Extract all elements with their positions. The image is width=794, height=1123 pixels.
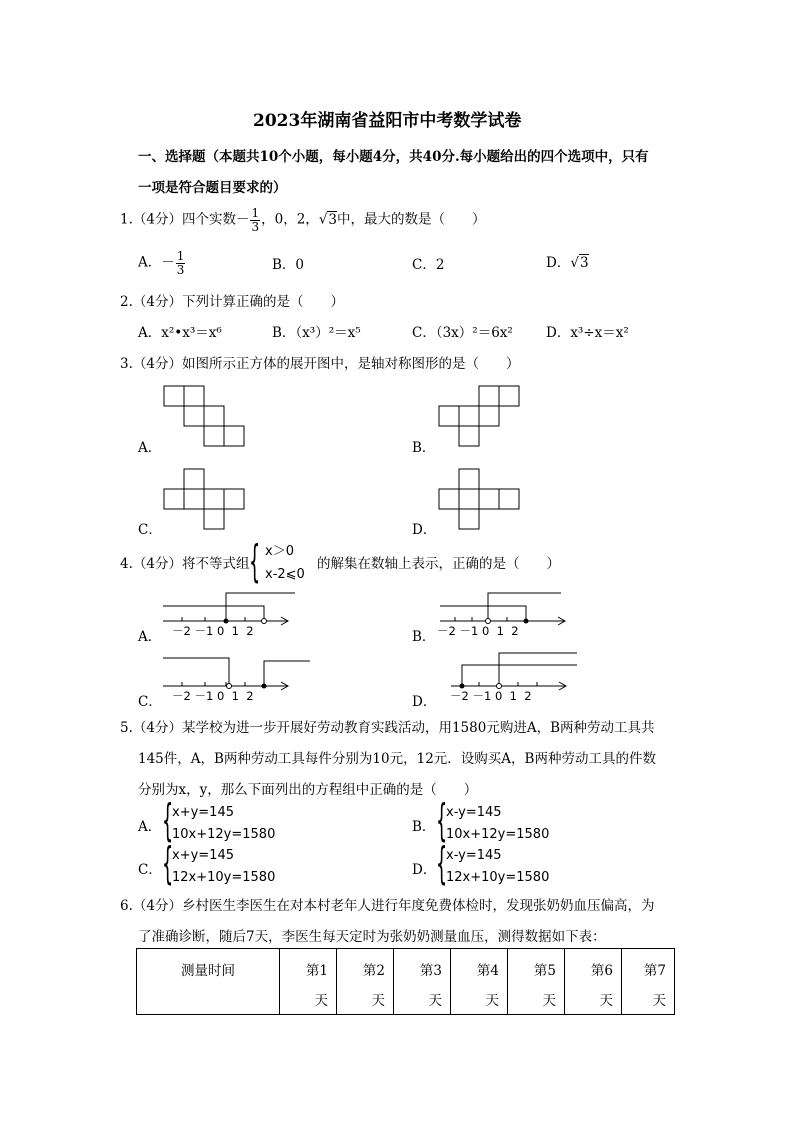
q2-option-a[interactable]: A．x²•x³＝x⁶ [138,325,222,341]
q1-option-d-label: D． [546,255,571,271]
table-header-day-1-suffix: 天 [314,993,328,1009]
q5-option-d[interactable] [412,838,612,889]
q3-option-b-label[interactable]: B． [412,440,436,456]
tick-label: －2 [437,624,456,638]
q1-option-d[interactable]: D．√3 [546,255,589,271]
q5-d-eq1: x-y=145 [446,848,502,863]
tick-label: －1 [472,689,492,703]
tick-label: 1 [231,624,239,638]
q2-option-c[interactable]: C．（3x）²＝6x² [412,325,513,341]
question-3-stem: 3.（4分）如图所示正方体的展开图中，是轴对称图形的是（ ） [120,356,520,372]
q5-a-eq1: x+y=145 [172,805,234,820]
tick-label: 0 [494,689,503,703]
tick-label: 2 [524,689,532,703]
q3-net-c [163,468,245,530]
q1-option-c[interactable]: C．2 [412,257,445,273]
question-1-stem: 1.（4分）四个实数－ $\frac{1}{3}$ ，0，2，√3中，最大的数是（ ） [120,206,486,234]
q3-net-a [163,385,245,447]
table-header-day-6-suffix: 天 [599,993,613,1009]
question-2-stem: 2.（4分）下列计算正确的是（ ） [120,294,344,310]
tick-label: －2 [172,689,191,703]
tick-label: －1 [194,689,214,703]
tick-label: 0 [216,689,225,703]
q1-option-a[interactable] [138,250,186,276]
tick-label: 2 [246,689,254,703]
table-header-day-5-suffix: 天 [542,993,556,1009]
q5-option-b-label: B． [412,819,436,835]
q1-option-a-neg: － [161,254,175,271]
table-header-day-7-suffix: 天 [652,993,666,1009]
q4-c-ticks [172,688,254,704]
tick-label: 0 [216,624,225,638]
q1-option-a-den: 3 [176,262,185,277]
q1-mid: ，0，2， [261,211,319,228]
q5-b-eq1: x-y=145 [446,805,502,820]
brace-icon: { [436,838,448,889]
q4-brace: { [249,536,261,587]
q1-option-a-label: A． [138,254,162,271]
q5-a-eq2: 10x+12y=1580 [172,827,276,842]
tick-label: －1 [194,624,214,638]
q4-d-ticks [450,688,532,704]
table-header-measure-time: 测量时间 [181,963,235,979]
q3-option-a-label[interactable]: A． [138,440,162,456]
q1-prefix: 1.（4分）四个实数 [120,211,236,228]
tick-label: 1 [231,689,239,703]
q1-option-a-num: 1 [176,249,185,263]
q3-option-c-label[interactable]: C． [138,522,162,538]
table-header-day-3: 第3 [419,963,442,979]
question-5-line2: 145件，A，B两种劳动工具每件分别为10元，12元．设购买A，B两种劳动工具的件数 [138,751,656,767]
q3-option-d-label[interactable]: D． [412,522,437,538]
q4-option-a-label[interactable]: A． [138,629,162,645]
q4-b-ticks [437,623,519,639]
table-header-day-5: 第5 [533,963,556,979]
table-header-day-7: 第7 [643,963,666,979]
table-header-day-1: 第1 [305,963,328,979]
q3-net-b [438,385,520,447]
tick-label: －1 [459,624,479,638]
question-6-line2: 了准确诊断，随后7天，李医生每天定时为张奶奶测量血压，测得数据如下表： [138,929,606,945]
q4-stem-suffix: 的解集在数轴上表示，正确的是（ ） [317,556,560,572]
question-4-stem [120,552,249,572]
q5-d-eq2: 12x+10y=1580 [446,870,550,885]
q5-option-a-label: A． [138,819,162,835]
q4-option-b-label[interactable]: B． [412,629,436,645]
blood-pressure-table [136,948,675,1015]
page-title: 2023年湖南省益阳市中考数学试卷 [253,111,522,131]
q2-option-b[interactable]: B．（x³）²＝x⁵ [272,325,361,341]
q4-option-c-label[interactable]: C． [138,694,162,710]
table-header-day-3-suffix: 天 [428,993,442,1009]
q1-neg: － [235,211,250,228]
table-header-day-2: 第2 [362,963,385,979]
tick-label: 1 [496,624,504,638]
section-heading-line1: 一、选择题（本题共10个小题，每小题4分，共40分.每小题给出的四个选项中，只有 [138,149,649,165]
question-6-line1: 6.（4分）乡村医生李医生在对本村老年人进行年度免费体检时，发现张奶奶血压偏高，为 [120,898,655,914]
table-header-day-6: 第6 [590,963,613,979]
table-header-day-2-suffix: 天 [371,993,385,1009]
table-header-day-4-suffix: 天 [485,993,499,1009]
q5-b-eq2: 10x+12y=1580 [446,827,550,842]
q1-option-a-fraction [176,250,186,276]
q3-net-d [438,468,520,530]
q5-c-eq2: 12x+10y=1580 [172,870,276,885]
q4-stem-prefix: 4.（4分）将不等式组 [120,556,250,572]
brace-icon: { [436,795,448,846]
tick-label: －2 [450,689,469,703]
tick-label: 2 [511,624,519,638]
table-header-day-4: 第4 [476,963,499,979]
q1-root: 3 [328,211,338,228]
q5-option-c-label: C． [138,862,162,878]
q1-frac-num: 1 [251,206,260,220]
tick-label: 1 [509,689,517,703]
brace-icon: { [162,838,174,889]
q5-c-eq1: x+y=145 [172,848,234,863]
q4-option-d-label[interactable]: D． [412,694,437,710]
tick-label: 2 [246,624,254,638]
q1-option-b[interactable]: B．0 [272,257,305,273]
q1-option-d-root: 3 [579,255,589,271]
tick-label: －2 [172,624,191,638]
brace-icon: { [162,795,174,846]
q4-a-ticks [172,623,254,639]
question-5-line3: 分别为x，y，那么下面列出的方程组中正确的是（ ） [138,782,478,798]
q4-inequality-1: x＞0 [265,544,294,559]
q1-frac-den: 3 [251,219,260,234]
section-heading-line2: 一项是符合题目要求的） [138,180,287,196]
q5-option-c[interactable] [138,838,338,889]
q5-option-d-label: D． [412,862,437,878]
q2-option-d[interactable]: D．x³÷x＝x² [546,325,629,341]
tick-label: 0 [481,624,490,638]
q1-tail: 中，最大的数是（ ） [337,211,486,228]
q1-fraction [250,207,260,233]
question-5-line1: 5.（4分）某学校为进一步开展好劳动教育实践活动，用1580元购进A，B两种劳动工具共 [120,720,655,736]
q4-inequality-2: x-2⩽0 [265,567,305,582]
